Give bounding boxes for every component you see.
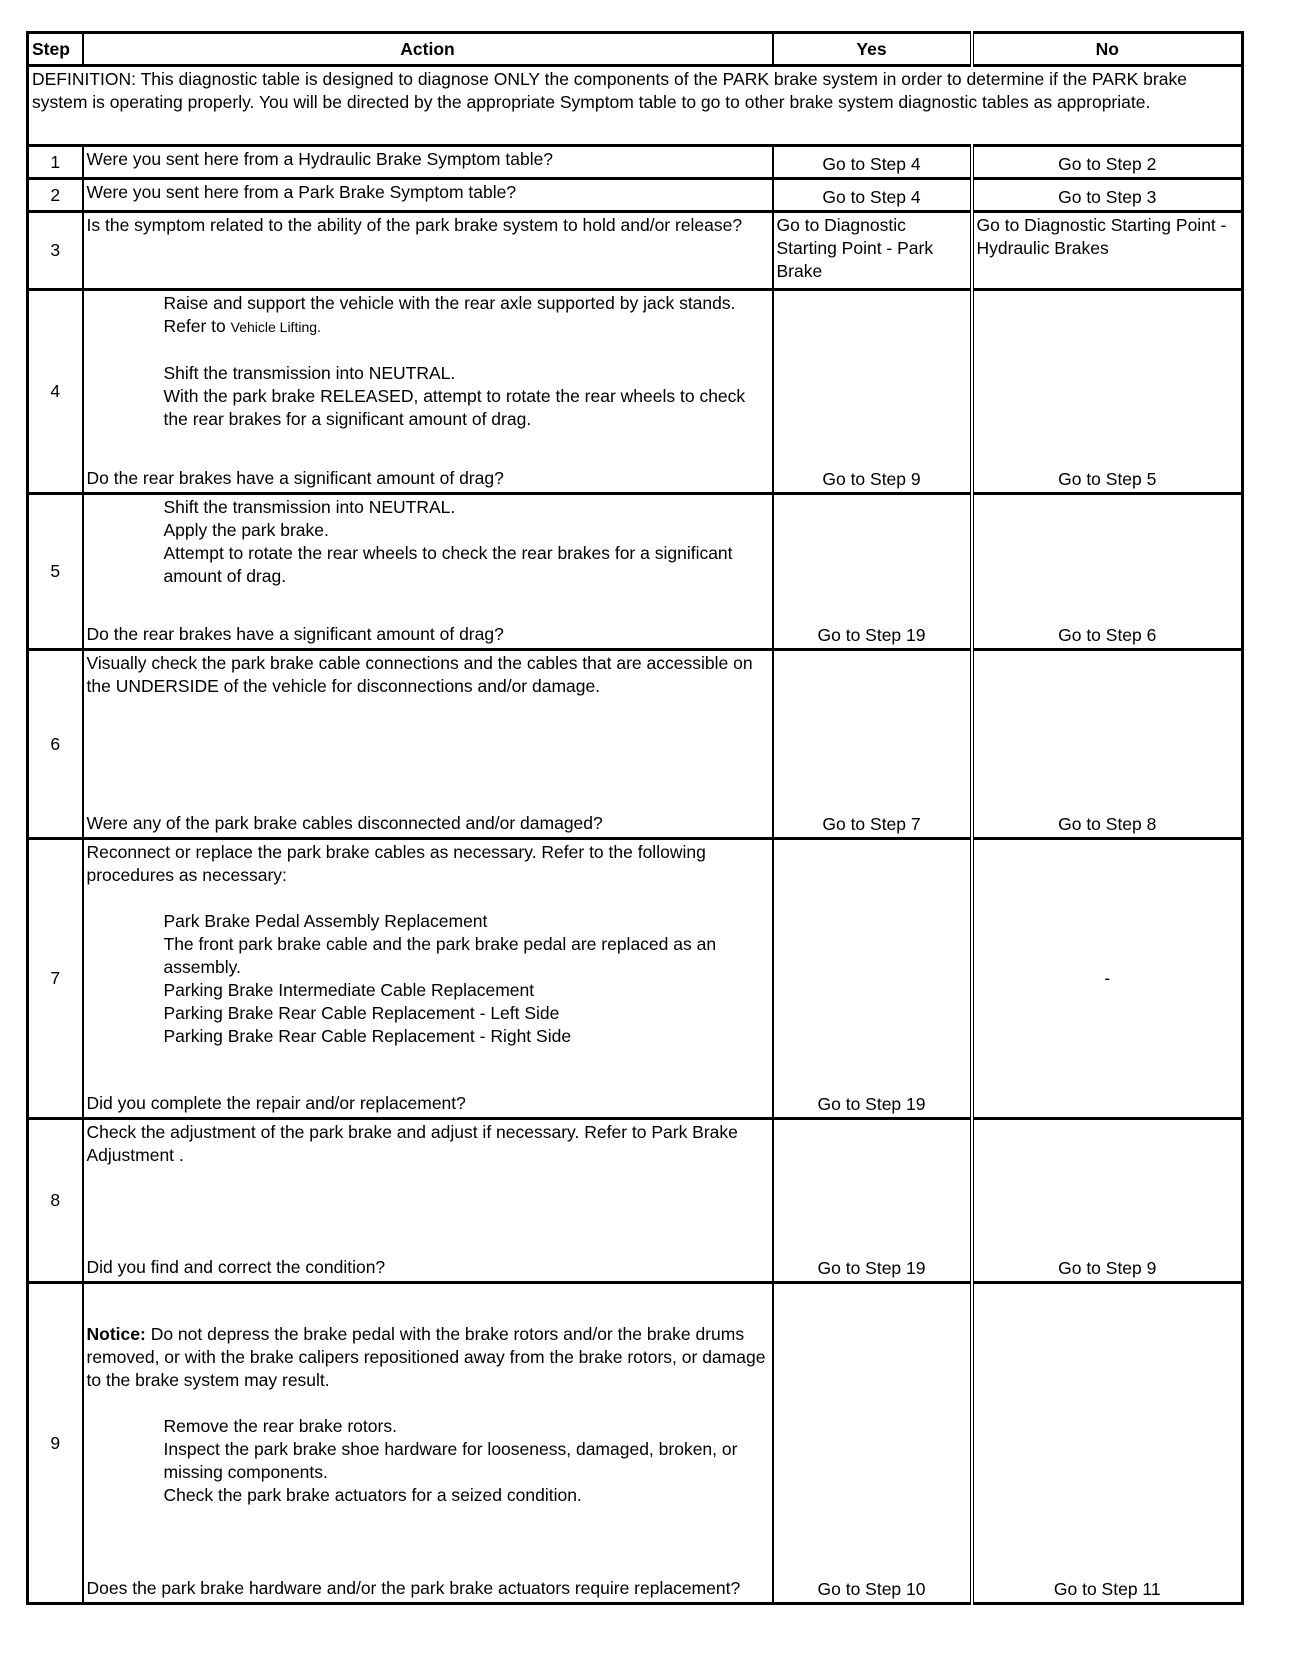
no-result: - — [972, 839, 1243, 1119]
yes-result: Go to Step 10 — [773, 1283, 972, 1604]
step-question: Does the park brake hardware and/or the park brake actuators require replacement? — [86, 1578, 741, 1598]
instruction: Apply the park brake. — [163, 520, 329, 540]
step-question: Were you sent here from a Hydraulic Brake Symptom table? — [83, 146, 773, 179]
header-step: Step — [28, 33, 83, 66]
instruction: Check the adjustment of the park brake and adjust if necessary. Refer to Park Brake Adjustment . — [86, 1122, 738, 1165]
no-result: Go to Step 9 — [972, 1119, 1243, 1283]
step-question: Is the symptom related to the ability of the park brake system to hold and/or release? — [83, 212, 773, 290]
step-action — [83, 650, 773, 839]
procedure-link[interactable]: Parking Brake Rear Cable Replacement - Left Side — [163, 1003, 560, 1023]
table-row — [28, 1283, 1243, 1604]
no-result: Go to Diagnostic Starting Point - Hydraulic Brakes — [972, 212, 1243, 290]
table-row — [28, 650, 1243, 839]
no-result: Go to Step 5 — [972, 290, 1243, 494]
diagnostic-table — [26, 31, 1244, 1605]
table-row — [28, 1119, 1243, 1283]
no-result: Go to Step 8 — [972, 650, 1243, 839]
step-number: 2 — [28, 179, 83, 212]
header-row — [28, 33, 1243, 66]
yes-result: Go to Step 19 — [773, 494, 972, 650]
instruction: Shift the transmission into NEUTRAL. — [163, 363, 456, 383]
yes-result: Go to Step 4 — [773, 179, 972, 212]
definition-text: DEFINITION: This diagnostic table is designed to diagnose ONLY the components of the PARK brake system in order to determine if the PARK brake system is operating properly. You will be directed by the appropriate Symptom table to go to other brake system diagnostic tables as appropriate. — [28, 66, 1243, 146]
instruction: Attempt to rotate the rear wheels to check the rear brakes for a significant amount of drag. — [163, 543, 733, 586]
instruction: Check the park brake actuators for a seized condition. — [163, 1485, 582, 1505]
yes-result: Go to Step 7 — [773, 650, 972, 839]
step-number: 1 — [28, 146, 83, 179]
step-action — [83, 1119, 773, 1283]
no-result: Go to Step 2 — [972, 146, 1243, 179]
table-row — [28, 212, 1243, 290]
yes-result: Go to Step 19 — [773, 839, 972, 1119]
step-number: 5 — [28, 494, 83, 650]
step-question: Do the rear brakes have a significant amount of drag? — [86, 624, 504, 644]
yes-result: Go to Step 4 — [773, 146, 972, 179]
instruction: Visually check the park brake cable connections and the cables that are accessible on the UNDERSIDE of the vehicle for disconnections and/or damage. — [86, 653, 753, 696]
procedure-note: The front park brake cable and the park brake pedal are replaced as an assembly. — [163, 934, 717, 977]
table-row — [28, 290, 1243, 494]
step-number: 4 — [28, 290, 83, 494]
step-question: Did you complete the repair and/or replacement? — [86, 1093, 466, 1113]
instruction: With the park brake RELEASED, attempt to rotate the rear wheels to check the rear brakes for a significant amount of drag. — [163, 386, 746, 429]
yes-result: Go to Step 19 — [773, 1119, 972, 1283]
instruction — [87, 292, 769, 339]
step-number: 6 — [28, 650, 83, 839]
vehicle-lifting-link[interactable]: Vehicle Lifting. — [230, 319, 321, 335]
step-action — [83, 494, 773, 650]
step-number: 9 — [28, 1283, 83, 1604]
step-question: Do the rear brakes have a significant amount of drag? — [86, 468, 504, 488]
notice-label: Notice: — [86, 1324, 146, 1344]
header-action: Action — [83, 33, 773, 66]
instruction: Inspect the park brake shoe hardware for looseness, damaged, broken, or missing components. — [163, 1439, 738, 1482]
no-result: Go to Step 6 — [972, 494, 1243, 650]
table-row — [28, 179, 1243, 212]
header-yes: Yes — [773, 33, 972, 66]
step-question: Did you find and correct the condition? — [86, 1257, 386, 1277]
table-row — [28, 494, 1243, 650]
step-action — [83, 1283, 773, 1604]
definition-row — [28, 66, 1243, 146]
no-result: Go to Step 11 — [972, 1283, 1243, 1604]
step-number: 8 — [28, 1119, 83, 1283]
procedure-link[interactable]: Parking Brake Rear Cable Replacement - Right Side — [163, 1026, 572, 1046]
instruction: Remove the rear brake rotors. — [163, 1416, 397, 1436]
step-number: 7 — [28, 839, 83, 1119]
instruction-text: Raise and support the vehicle with the rear axle supported by jack stands. Refer to — [163, 293, 736, 336]
notice-text: Do not depress the brake pedal with the brake rotors and/or the brake drums removed, or with the brake calipers repositioned away from the brake rotors, or damage to the brake system may result. — [86, 1324, 766, 1390]
step-question: Were any of the park brake cables disconnected and/or damaged? — [86, 813, 603, 833]
yes-result: Go to Step 9 — [773, 290, 972, 494]
step-question: Were you sent here from a Park Brake Symptom table? — [83, 179, 773, 212]
table-row — [28, 839, 1243, 1119]
notice — [87, 1323, 769, 1392]
step-action — [83, 290, 773, 494]
instruction: Reconnect or replace the park brake cables as necessary. Refer to the following procedures as necessary: — [86, 842, 706, 885]
no-result: Go to Step 3 — [972, 179, 1243, 212]
procedure-link[interactable]: Park Brake Pedal Assembly Replacement — [163, 911, 488, 931]
procedure-link[interactable]: Parking Brake Intermediate Cable Replacement — [163, 980, 535, 1000]
table-row — [28, 146, 1243, 179]
yes-result: Go to Diagnostic Starting Point - Park Brake — [773, 212, 972, 290]
step-action — [83, 839, 773, 1119]
step-number: 3 — [28, 212, 83, 290]
header-no: No — [972, 33, 1243, 66]
instruction: Shift the transmission into NEUTRAL. — [163, 497, 456, 517]
